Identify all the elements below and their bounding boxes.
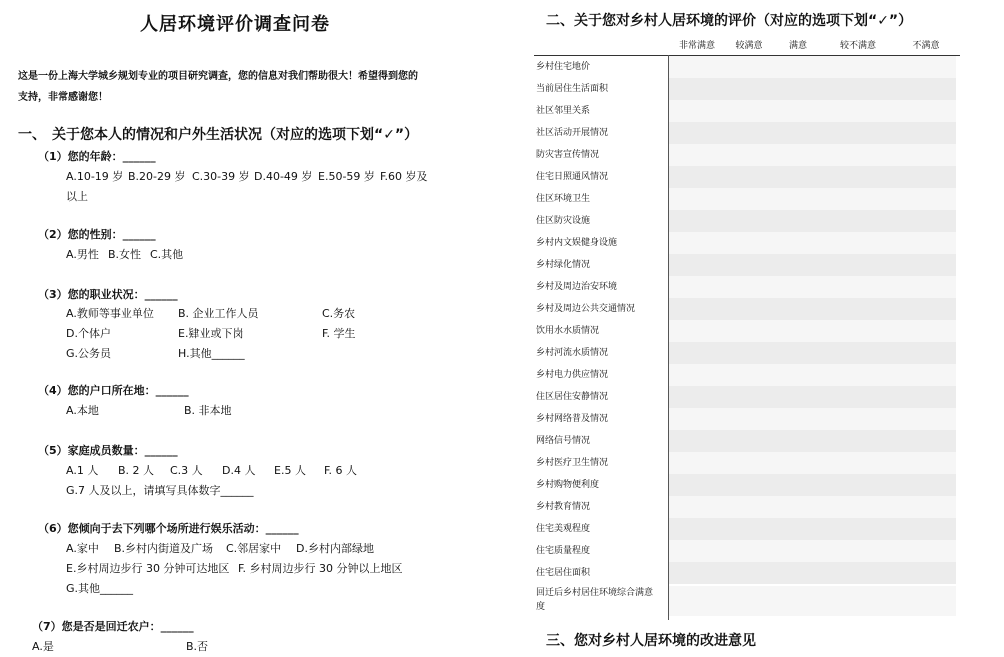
col-header-fairly-satisfied: 较满意 (735, 41, 763, 51)
rating-cell[interactable] (669, 210, 956, 232)
row-label: 乡村住宅地价 (536, 62, 591, 72)
option[interactable]: C.3 人 (170, 464, 203, 477)
option[interactable]: A.是 (32, 640, 54, 653)
rating-cell[interactable] (669, 188, 956, 210)
row-label: 住宅美观程度 (536, 524, 591, 534)
row-label: 乡村购物便利度 (536, 480, 600, 490)
option[interactable]: F. 学生 (322, 327, 356, 340)
row-label: 乡村内文娱健身设施 (536, 238, 618, 248)
rating-cell[interactable] (669, 342, 956, 364)
row-label: 防灾害宣传情况 (536, 150, 600, 160)
rating-cell[interactable] (669, 100, 956, 122)
option[interactable]: A.教师等事业单位 (66, 307, 154, 320)
section-1-number: 一、 (18, 127, 46, 143)
row-label: 住宅日照通风情况 (536, 172, 609, 182)
row-label: 社区活动开展情况 (536, 128, 609, 138)
option[interactable]: E.5 人 (274, 464, 306, 477)
row-label: 乡村及周边治安环境 (536, 282, 618, 292)
page-title: 人居环境评价调查问卷 (140, 14, 330, 35)
rating-cell[interactable] (669, 254, 956, 276)
row-label: 社区邻里关系 (536, 106, 591, 116)
row-label: 住区防灾设施 (536, 216, 591, 226)
col-header-very-satisfied: 非常满意 (678, 41, 715, 51)
row-label: 住区居住安静情况 (536, 392, 609, 402)
option[interactable]: C.务农 (322, 307, 356, 320)
option-continuation: 以上 (66, 190, 88, 203)
row-label: 乡村电力供应情况 (536, 370, 609, 380)
row-label: 乡村教育情况 (536, 502, 591, 512)
row-label (536, 586, 666, 614)
row-label: 网络信号情况 (536, 436, 591, 446)
question-hukou: （4）您的户口所在地：______ (38, 384, 189, 397)
row-label-line-2: 度 (536, 602, 546, 612)
col-header-fairly-dissatisfied: 较不满意 (839, 41, 876, 51)
question-occupation: （3）您的职业状况：______ (38, 288, 178, 301)
option[interactable]: B. 非本地 (184, 404, 232, 417)
questionnaire-left-page (0, 0, 470, 657)
option[interactable]: A.1 人 (66, 464, 99, 477)
rating-cell[interactable] (669, 562, 956, 584)
col-header-satisfied: 满意 (788, 41, 807, 51)
option[interactable]: C.30-39 岁 (192, 170, 250, 183)
row-label: 乡村河流水质情况 (536, 348, 609, 358)
rating-cell[interactable] (669, 496, 956, 518)
rating-cell[interactable] (669, 518, 956, 540)
rating-cell[interactable] (669, 232, 956, 254)
rating-cell[interactable] (669, 408, 956, 430)
intro-text (18, 66, 438, 108)
rating-cell[interactable] (669, 320, 956, 342)
option[interactable]: F.60 岁及 (380, 170, 428, 183)
option[interactable]: D.乡村内部绿地 (296, 542, 374, 555)
rating-cell[interactable] (669, 122, 956, 144)
questionnaire-right-page (530, 0, 1004, 657)
option[interactable]: B.20-29 岁 (128, 170, 186, 183)
row-label-line-1: 回迁后乡村居住环境综合满意 (536, 588, 654, 598)
option[interactable]: G.其他______ (66, 582, 134, 595)
question-household-size: （5）家庭成员数量：______ (38, 444, 178, 457)
option[interactable]: H.其他______ (178, 347, 245, 360)
option[interactable]: B. 2 人 (118, 464, 155, 477)
rating-cell[interactable] (669, 276, 956, 298)
rating-cell[interactable] (669, 586, 956, 616)
option[interactable]: D.40-49 岁 (254, 170, 313, 183)
rating-cell[interactable] (669, 298, 956, 320)
col-header-dissatisfied: 不满意 (912, 41, 940, 51)
rating-cell[interactable] (669, 430, 956, 452)
section-3-heading: 三、您对乡村人居环境的改进意见 (546, 633, 756, 649)
section-1-title: 关于您本人的情况和户外生活状况（对应的选项下划“✓”） (52, 127, 419, 143)
row-label: 住宅居住面积 (536, 568, 591, 578)
option[interactable]: C.邻居家中 (226, 542, 282, 555)
option[interactable]: A.本地 (66, 404, 99, 417)
row-label: 饮用水水质情况 (536, 326, 600, 336)
option[interactable]: D.4 人 (222, 464, 256, 477)
rating-cell[interactable] (669, 386, 956, 408)
option[interactable]: F. 6 人 (324, 464, 358, 477)
rating-cell[interactable] (669, 78, 956, 100)
option[interactable]: A.男性 (66, 248, 99, 261)
rating-cell[interactable] (669, 56, 956, 78)
question-leisure-place: （6）您倾向于去下列哪个场所进行娱乐活动：______ (38, 522, 299, 535)
rating-cell[interactable] (669, 144, 956, 166)
option[interactable]: B.否 (186, 640, 209, 653)
question-age: （1）您的年龄：______ (38, 150, 156, 163)
row-label: 当前居住生活面积 (536, 84, 609, 94)
option[interactable]: B. 企业工作人员 (178, 307, 259, 320)
option[interactable]: E.乡村周边步行 30 分钟可达地区 (66, 562, 230, 575)
intro-line-2: 支持，非常感谢您！ (18, 92, 108, 103)
rating-cell[interactable] (669, 540, 956, 562)
option[interactable]: A.家中 (66, 542, 99, 555)
row-label: 乡村绿化情况 (536, 260, 591, 270)
rating-cell[interactable] (669, 364, 956, 386)
option[interactable]: G.公务员 (66, 347, 112, 360)
option[interactable]: F. 乡村周边步行 30 分钟以上地区 (238, 562, 403, 575)
option[interactable]: E.50-59 岁 (318, 170, 375, 183)
option[interactable]: B.乡村内街道及广场 (114, 542, 214, 555)
row-label: 住区环境卫生 (536, 194, 591, 204)
option[interactable]: C.其他 (150, 248, 184, 261)
rating-cell[interactable] (669, 166, 956, 188)
section-2-heading: 二、关于您对乡村人居环境的评价（对应的选项下划“✓”） (546, 13, 913, 29)
table-divider (668, 55, 669, 620)
intro-line-1: 这是一份上海大学城乡规划专业的项目研究调查，您的信息对我们帮助很大！希望得到您的 (18, 71, 418, 82)
rating-cell[interactable] (669, 474, 956, 496)
row-label: 乡村及周边公共交通情况 (536, 304, 636, 314)
row-label: 乡村医疗卫生情况 (536, 458, 609, 468)
section-1-heading (18, 124, 418, 144)
option[interactable]: D.个体户 (66, 327, 111, 340)
question-gender: （2）您的性别：______ (38, 228, 156, 241)
option[interactable]: A.10-19 岁 (66, 170, 124, 183)
row-label: 住宅质量程度 (536, 546, 591, 556)
row-label: 乡村网络普及情况 (536, 414, 609, 424)
question-relocated: （7）您是否是回迁农户：______ (32, 620, 194, 633)
option[interactable]: B.女性 (108, 248, 142, 261)
option[interactable]: G.7 人及以上，请填写具体数字______ (66, 484, 254, 497)
option[interactable]: E.肄业或下岗 (178, 327, 244, 340)
rating-cell[interactable] (669, 452, 956, 474)
